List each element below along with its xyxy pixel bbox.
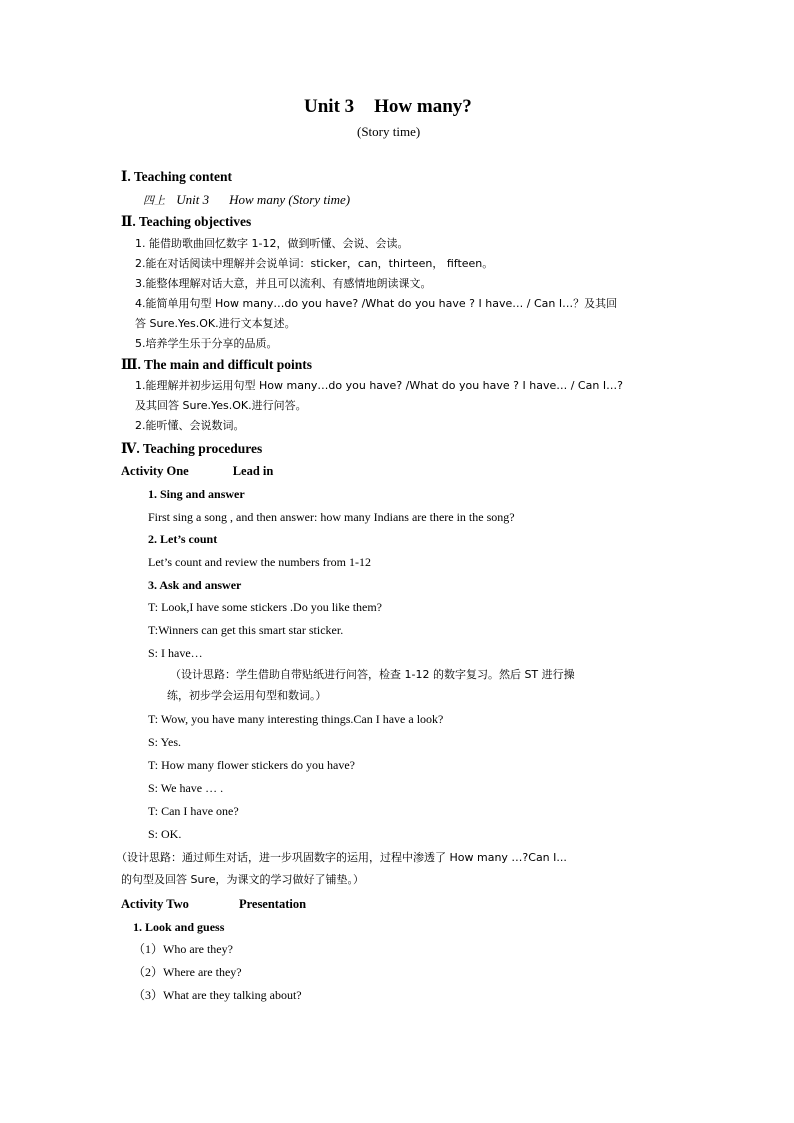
section-3-heading: Ⅲ. The main and difficult points (121, 357, 312, 372)
dialogue-line: T:Winners can get this smart star sticker. (148, 623, 344, 637)
objective-line: 5.培养学生乐于分享的品质。 (135, 337, 278, 350)
dialogue-line: S: I have… (148, 646, 203, 660)
objective-line: 2.能在对话阅读中理解并会说单词：sticker，can，thirteen， fifteen。 (135, 257, 494, 270)
step-text: Let’s count and review the numbers from 1-12 (148, 555, 371, 569)
activity-one-label: Activity One (121, 464, 189, 478)
page-title (304, 95, 472, 119)
dialogue-line: T: Can I have one? (148, 804, 239, 818)
design-note: 的句型及回答 Sure，为课文的学习做好了铺垫。） (121, 873, 364, 886)
dialogue-line: S: Yes. (148, 735, 182, 749)
step-title: 1. Sing and answer (148, 487, 245, 501)
objective-line: 4.能简单用句型 How many…do you have? /What do you have ? I have… / Can I…？及其回 (135, 297, 618, 310)
design-note: 练，初步学会运用句型和数词。） (167, 689, 327, 702)
step-title: 2. Let’s count (148, 532, 218, 546)
dialogue-line: T: How many flower stickers do you have? (148, 758, 356, 772)
step-title: 1. Look and guess (133, 920, 225, 934)
step-text: First sing a song , and then answer: how many Indians are there in the song? (148, 510, 515, 524)
dialogue-line: S: OK. (148, 827, 182, 841)
point-line: 1.能理解并初步运用句型 How many…do you have? /What do you have ? I have… / Can I…? (135, 379, 623, 392)
dialogue-line: T: Look,I have some stickers .Do you like them? (148, 600, 383, 614)
design-note: （设计思路：学生借助自带贴纸进行问答，检查 1-12 的数字复习。然后 ST 进行操 (170, 668, 575, 681)
activity-one-name: Lead in (232, 464, 274, 478)
section-2-heading: Ⅱ. Teaching objectives (121, 214, 252, 229)
point-line: 2.能听懂、会说数词。 (135, 419, 245, 432)
section-4-heading: Ⅳ. Teaching procedures (121, 441, 263, 456)
section-1-heading: Ⅰ. Teaching content (121, 169, 232, 184)
activity-one-heading (121, 463, 273, 479)
activity-two-heading (121, 896, 306, 912)
content-grade: 四上 (143, 194, 165, 207)
objective-line: 答 Sure.Yes.OK.进行文本复述。 (135, 317, 296, 330)
unit-name: How many? (374, 96, 472, 117)
teaching-content-line (143, 192, 350, 209)
design-note: （设计思路：通过师生对话，进一步巩固数字的运用，过程中渗透了 How many …?Can I... (116, 851, 567, 864)
objective-line: 3.能整体理解对话大意，并且可以流利、有感情地朗读课文。 (135, 277, 432, 290)
dialogue-line: T: Wow, you have many interesting things.Can I have a look? (148, 712, 444, 726)
content-unit: Unit 3 (176, 192, 210, 207)
guess-question: （3）What are they talking about? (133, 988, 302, 1002)
guess-question: （1）Who are they? (133, 942, 233, 956)
step-title: 3. Ask and answer (148, 578, 242, 592)
guess-question: （2）Where are they? (133, 965, 242, 979)
page-subtitle: (Story time) (357, 124, 421, 139)
dialogue-line: S: We have … . (148, 781, 224, 795)
objective-line: 1. 能借助歌曲回忆数字 1-12，做到听懂、会说、会读。 (135, 237, 409, 250)
point-line: 及其回答 Sure.Yes.OK.进行问答。 (135, 399, 307, 412)
unit-number: Unit 3 (304, 96, 355, 117)
activity-two-label: Activity Two (121, 897, 189, 911)
content-title: How many (Story time) (229, 192, 351, 207)
activity-two-name: Presentation (238, 897, 307, 911)
